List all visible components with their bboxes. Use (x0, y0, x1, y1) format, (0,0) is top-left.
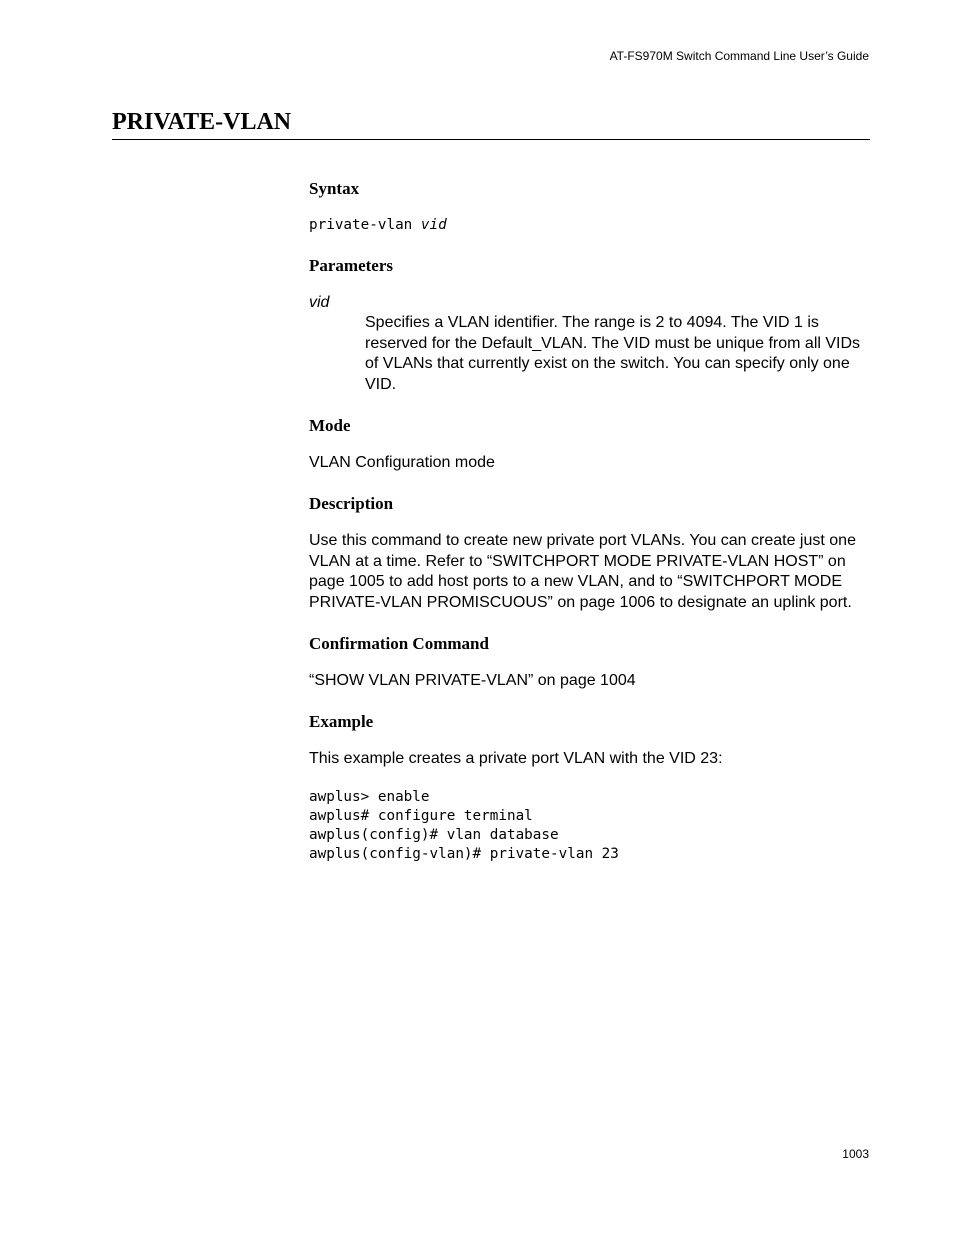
mode-text: VLAN Configuration mode (309, 454, 495, 472)
confirmation-heading: Confirmation Command (309, 634, 489, 654)
syntax-command (309, 216, 870, 235)
syntax-argument: vid (420, 217, 447, 233)
code-line: awplus(config)# vlan database (309, 826, 559, 843)
description-heading: Description (309, 494, 394, 514)
code-line: awplus(config-vlan)# private-vlan 23 (309, 845, 619, 862)
code-line: awplus> enable (309, 788, 430, 805)
page-title: PRIVATE-VLAN (112, 109, 292, 135)
syntax-heading: Syntax (309, 179, 360, 198)
mode-heading: Mode (309, 416, 351, 436)
running-header: AT-FS970M Switch Command Line User’s Guide (609, 49, 869, 63)
main-content (309, 178, 870, 864)
parameter-name: vid (309, 294, 330, 311)
example-code-block (309, 788, 870, 864)
example-heading: Example (309, 712, 374, 732)
page-number: 1003 (842, 1147, 869, 1161)
example-intro: This example creates a private port VLAN with the VID 23: (309, 750, 723, 768)
syntax-command-text: private-vlan (309, 217, 421, 233)
description-text: Use this command to create new private port VLANs. You can create just one VLAN at a time. Refer to “SWITCHPORT MODE PRIVATE-VLAN HOST” on page 1005 to add host ports to a new VLAN, and to “SWITCHPORT MODE PRIVATE-VLAN PROMISCUOUS” on page 1006 to designate an uplink port. (309, 532, 856, 611)
title-rule (112, 139, 870, 140)
confirmation-text: “SHOW VLAN PRIVATE-VLAN” on page 1004 (309, 672, 636, 690)
parameters-heading: Parameters (309, 256, 394, 275)
parameter-description: Specifies a VLAN identifier. The range is 2 to 4094. The VID 1 is reserved for the Default_VLAN. The VID must be unique from all VIDs of VLANs that currently exist on the switch. You can specify only one VID. (365, 314, 861, 393)
code-line: awplus# configure terminal (309, 807, 533, 824)
